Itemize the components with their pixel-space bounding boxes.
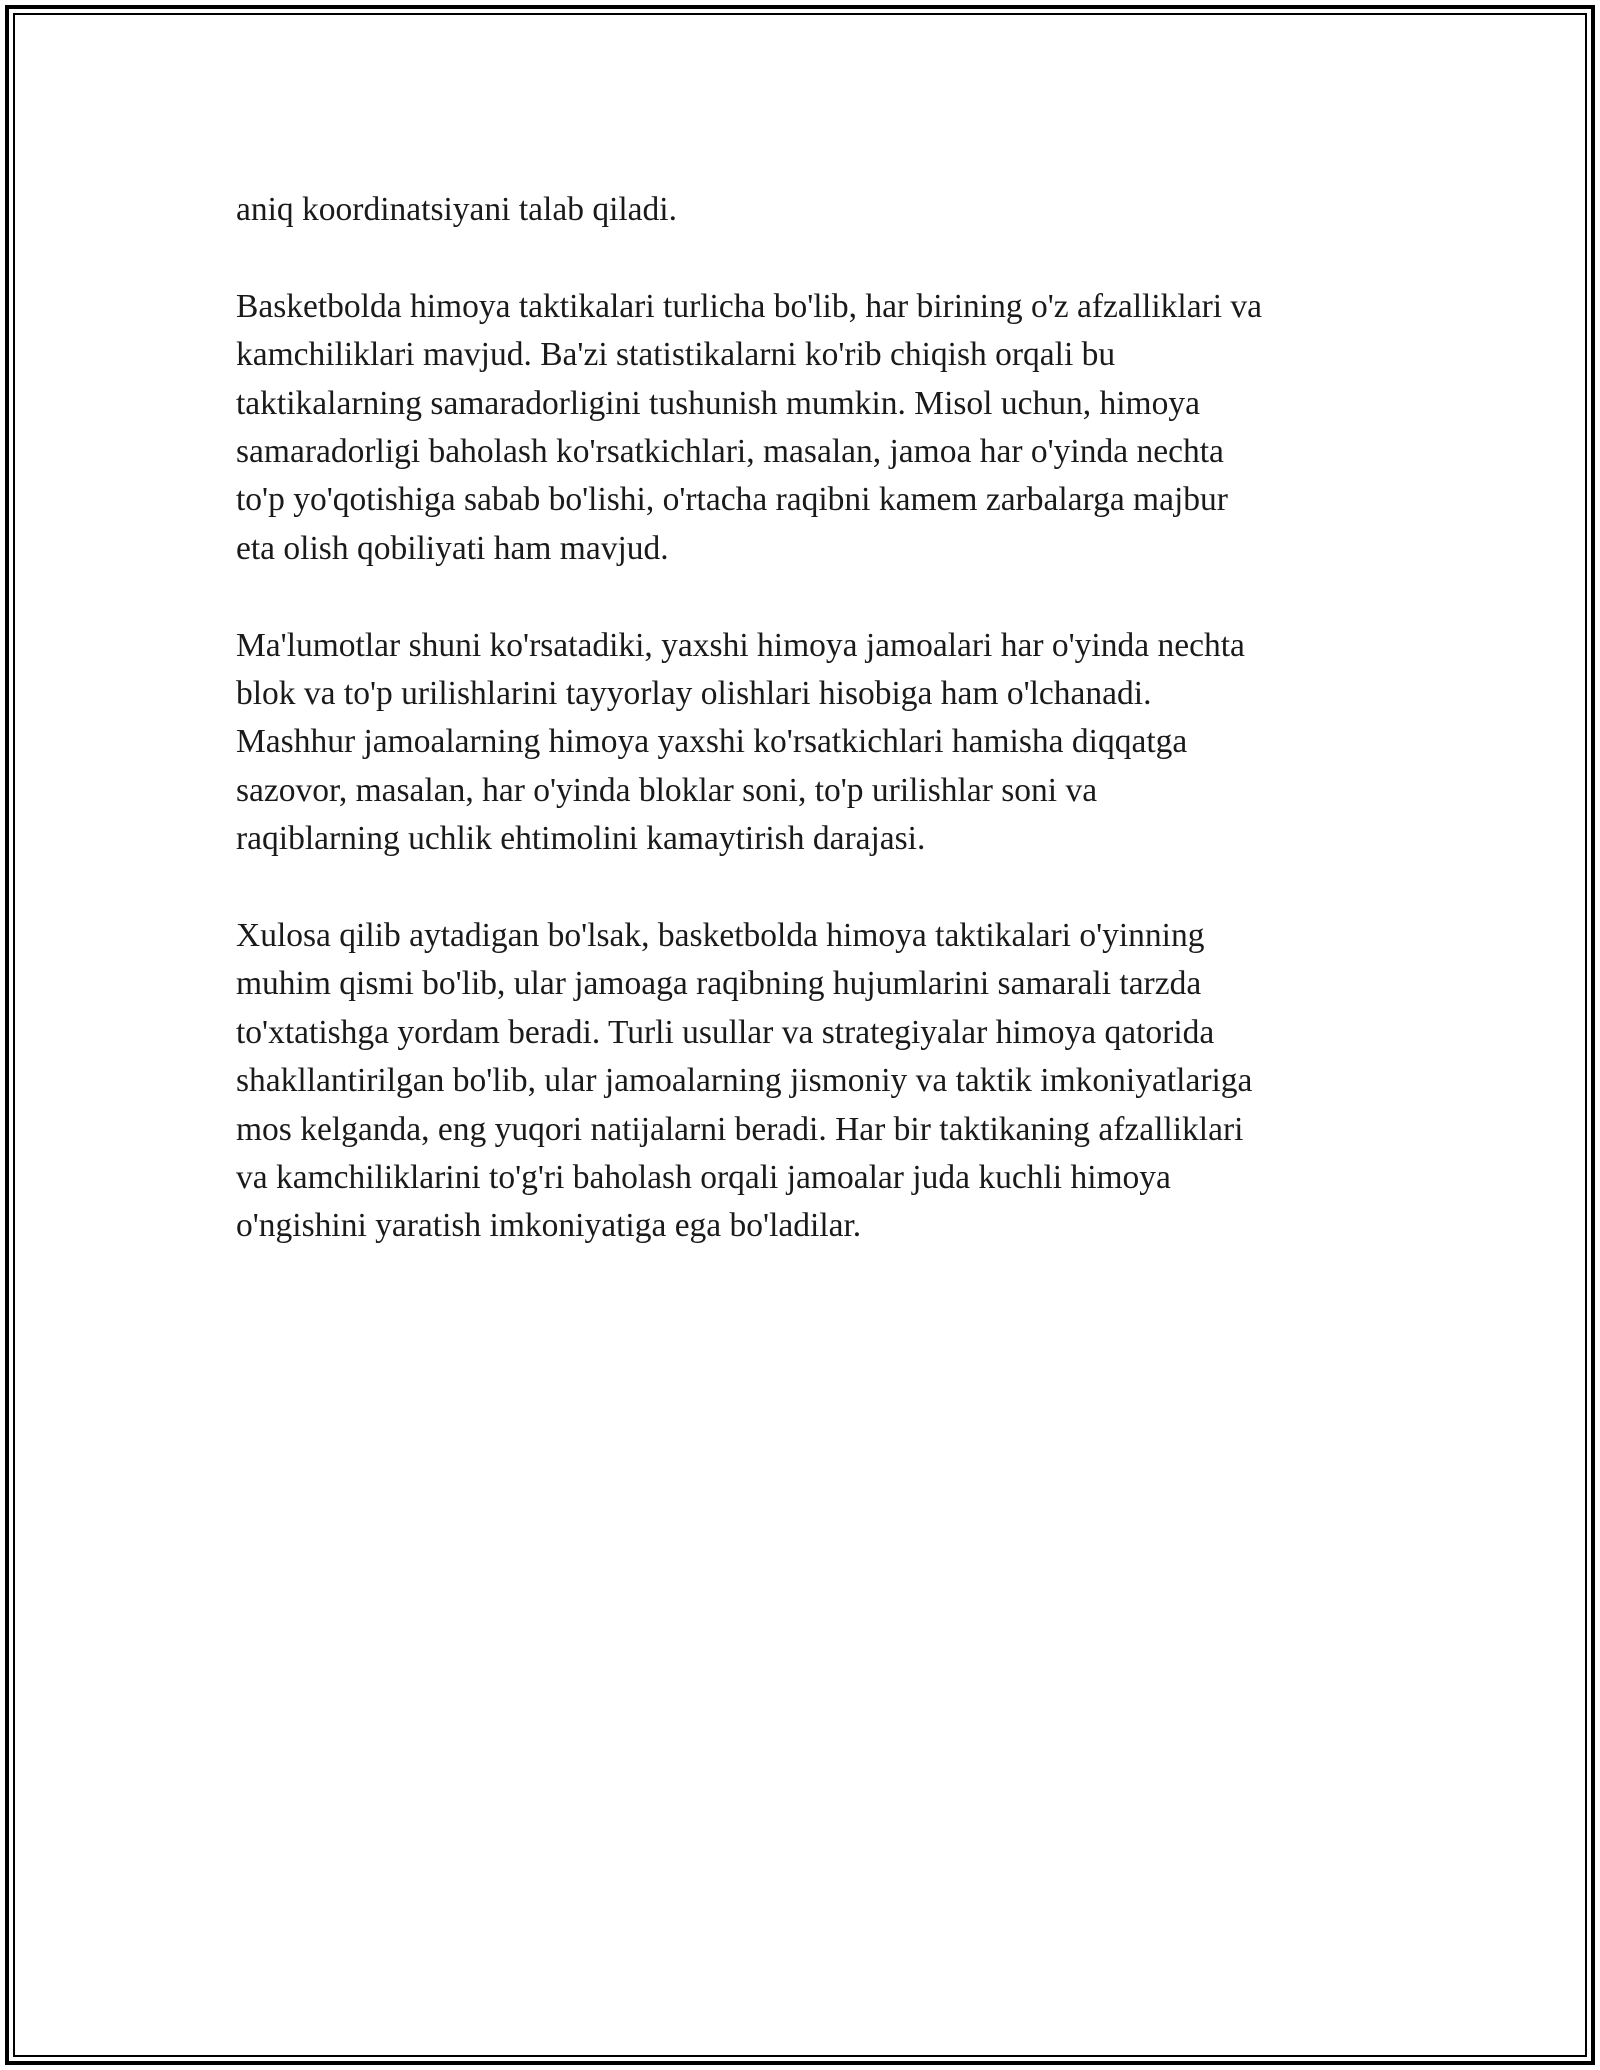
text-line: samaradorligi baholash ko'rsatkichlari, masalan, jamoa har o'yinda nechta	[236, 433, 1224, 471]
text-line: aniq koordinatsiyani talab qiladi.	[236, 191, 677, 228]
paragraph-3	[236, 622, 1376, 864]
text-line: sazovor, masalan, har o'yinda bloklar soni, to'p urilishlar soni va	[236, 771, 1098, 809]
text-line: muhim qismi bo'lib, ular jamoaga raqibning hujumlarini samarali tarzda	[236, 965, 1202, 1003]
text-line: blok va to'p urilishlarini tayyorlay olishlari hisobiga ham o'lchanadi.	[236, 675, 1152, 713]
document-body	[236, 186, 1376, 1299]
text-line: eta olish qobiliyati ham mavjud.	[236, 529, 669, 567]
text-line: kamchiliklari mavjud. Ba'zi statistikalarni ko'rib chiqish orqali bu	[236, 336, 1116, 374]
text-line: Xulosa qilib aytadigan bo'lsak, basketbolda himoya taktikalari o'yinning	[236, 917, 1205, 955]
text-line: shakllantirilgan bo'lib, ular jamoalarning jismoniy va taktik imkoniyatlariga	[236, 1062, 1253, 1100]
text-line: va kamchiliklarini to'g'ri baholash orqali jamoalar juda kuchli himoya	[236, 1159, 1171, 1197]
text-line: o'ngishini yaratish imkoniyatiga ega bo'ladilar.	[236, 1207, 862, 1245]
paragraph-4	[236, 912, 1376, 1251]
text-line: mos kelganda, eng yuqori natijalarni beradi. Har bir taktikaning afzalliklari	[236, 1110, 1244, 1148]
paragraph-1	[236, 186, 1376, 234]
text-line: taktikalarning samaradorligini tushunish mumkin. Misol uchun, himoya	[236, 384, 1200, 422]
text-line: Basketbolda himoya taktikalari turlicha bo'lib, har birining o'z afzalliklari va	[236, 287, 1263, 325]
text-line: raqiblarning uchlik ehtimolini kamaytirish darajasi.	[236, 820, 926, 858]
paragraph-2	[236, 283, 1376, 573]
text-line: to'p yo'qotishiga sabab bo'lishi, o'rtacha raqibni kamem zarbalarga majbur	[236, 481, 1228, 519]
text-line: Ma'lumotlar shuni ko'rsatadiki, yaxshi himoya jamoalari har o'yinda nechta	[236, 626, 1245, 664]
text-line: Mashhur jamoalarning himoya yaxshi ko'rsatkichlari hamisha diqqatga	[236, 723, 1188, 761]
text-line: to'xtatishga yordam beradi. Turli usullar va strategiyalar himoya qatorida	[236, 1013, 1215, 1051]
